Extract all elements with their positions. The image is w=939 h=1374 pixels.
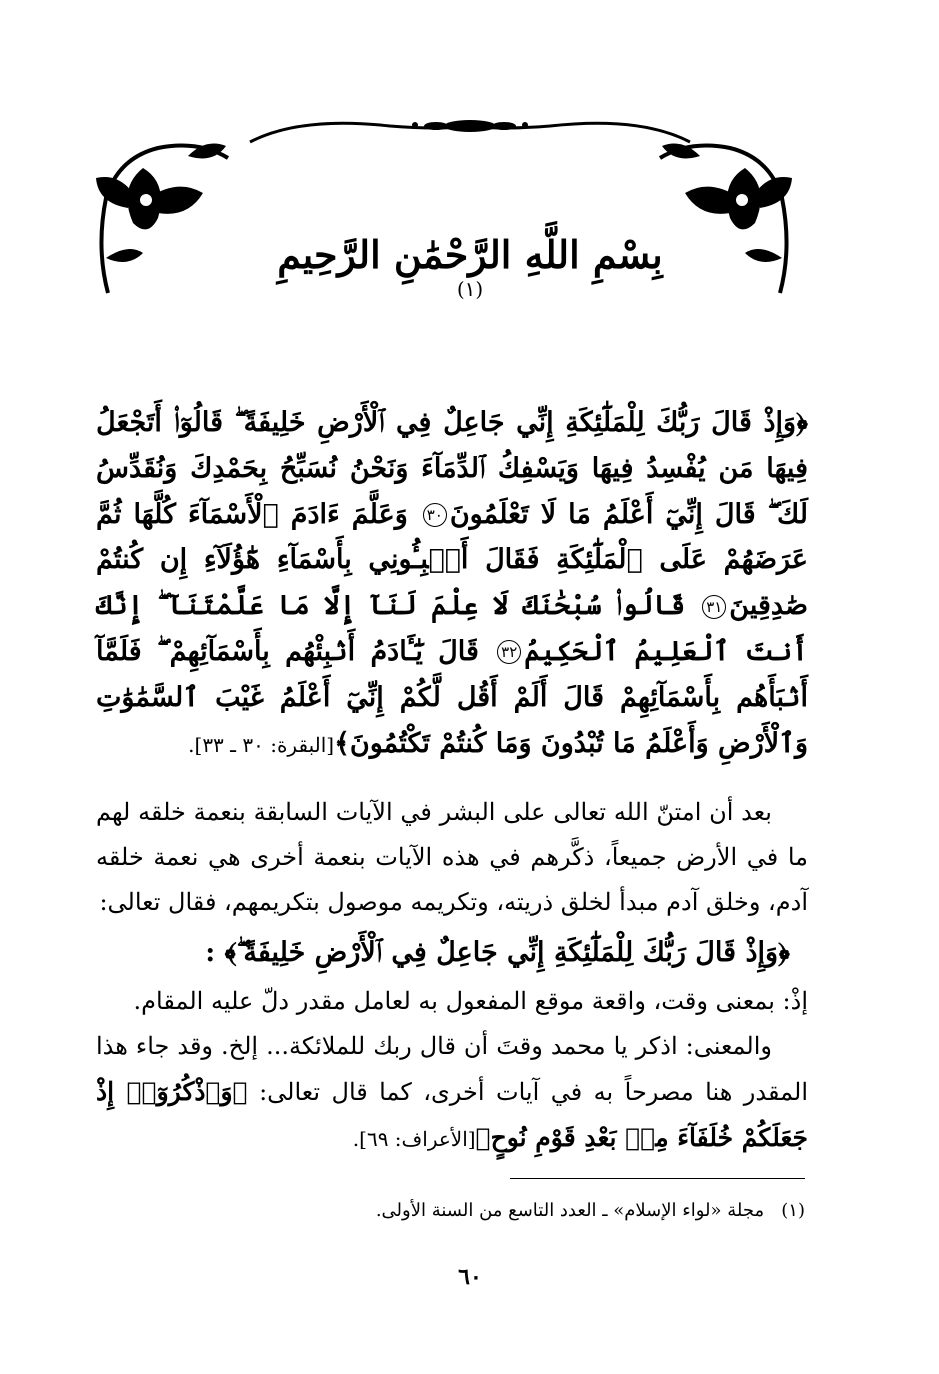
ayah-number-32: ٣٢ <box>497 640 521 664</box>
ayah-number-31: ٣١ <box>702 595 726 619</box>
verse-heading-text: وَإِذْ قَالَ رَبُّكَ لِلْمَلَٰٓئِكَةِ إِنِّي جَاعِلٌ فِي ٱلْأَرْضِ خَلِيفَةً ۖ <box>236 937 779 969</box>
paragraph-idh: إذْ: بمعنى وقت، واقعة موقع المفعول به لعامل مقدر دلّ عليه المقام. <box>133 987 808 1016</box>
quran-passage <box>96 400 808 768</box>
main-text <box>96 400 808 1162</box>
quran-close-bracket: ﴾ <box>334 727 350 759</box>
inline-open-bracket: ﴿ <box>232 1077 248 1107</box>
paragraph-meaning <box>96 1024 808 1162</box>
basmala-text: بِسْمِ اللَّهِ الرَّحْمَٰنِ الرَّحِيمِ <box>277 232 663 277</box>
footnote-text: مجلة «لواء الإسلام» ـ العدد التاسع من السنة الأولى. <box>375 1200 765 1221</box>
basmala-footnote-marker: (١) <box>456 277 484 301</box>
footnote <box>300 1200 805 1221</box>
footnote-marker: (١) <box>781 1200 805 1221</box>
verse-heading-colon: : <box>205 937 216 969</box>
inline-reference: [الأعراف: ٦٩]. <box>352 1127 476 1152</box>
inline-close-bracket: ﴾ <box>475 1123 491 1153</box>
verse-close-bracket: ﴾ <box>224 937 237 969</box>
header-ornament-icon <box>240 108 700 148</box>
inline-quran-text: وَٱذْكُرُوٓا۟ إِذْ جَعَلَكُمْ خُلَفَآءَ مِنۢ بَعْدِ قَوْمِ نُوحٍ <box>96 1077 808 1153</box>
quran-verse-31: وَعَلَّمَ ءَادَمَ ٱلْأَسْمَآءَ كُلَّهَا ثُمَّ عَرَضَهُمْ عَلَى ٱلْمَلَٰٓئِكَةِ فَقَالَ أَنۢبِـُٔونِي بِأَسْمَآءِ هَٰٓؤُلَآءِ إِن كُنتُمْ صَٰدِقِينَ <box>96 498 809 622</box>
quran-verse-30: وَإِذْ قَالَ رَبُّكَ لِلْمَلَٰٓئِكَةِ إِنِّي جَاعِلٌ فِي ٱلْأَرْضِ خَلِيفَةً ۖ قَالُوٓا۟ أَتَجْعَلُ فِيهَا مَن يُفْسِدُ فِيهَا وَيَسْفِكُ ٱلدِّمَآءَ وَنَحْنُ نُسَبِّحُ بِحَمْدِكَ وَنُقَدِّسُ لَكَ ۖ قَالَ إِنِّيٓ أَعْلَمُ مَا لَا تَعْلَمُونَ <box>96 407 809 530</box>
floral-corner-right-icon <box>650 128 800 298</box>
verse-open-bracket: ﴿ <box>778 937 790 969</box>
basmala-heading <box>270 232 670 323</box>
quran-reference: [البقرة: ٣٠ ـ ٣٣]. <box>188 732 335 757</box>
page-number: ٦٠ <box>458 1264 482 1290</box>
paragraph-meaning-text: والمعنى: اذكر يا محمد وقتَ أن قال ربك للملائكة... إلخ. وقد جاء هذا المقدر هنا مصرحاً به في آيات أخرى، كما قال تعالى: <box>96 1032 808 1107</box>
verse-heading <box>96 929 808 977</box>
quran-verse-33: قَالَ يَٰٓـَٔادَمُ أَنۢبِئْهُم بِأَسْمَآئِهِمْ ۖ فَلَمَّآ أَنۢبَأَهُم بِأَسْمَآئِهِمْ قَالَ أَلَمْ أَقُل لَّكُمْ إِنِّيٓ أَعْلَمُ غَيْبَ ٱلسَّمَٰوَٰتِ وَٱلْأَرْضِ وَأَعْلَمُ مَا تُبْدُونَ وَمَا كُنتُمْ تَكْتُمُونَ <box>96 635 808 759</box>
floral-corner-left-icon <box>88 128 238 298</box>
footnote-divider <box>510 1178 805 1179</box>
paragraph-intro: بعد أن امتنّ الله تعالى على البشر في الآيات السابقة بنعمة خلقه لهم ما في الأرض جميعاً، ذكَّرهم في هذه الآيات بنعمة أخرى هي نعمة خلقه آدم، وخلق آدم مبدأ لخلق ذريته، وتكريمه موصول بتكريمهم، فقال تعالى: <box>96 798 808 917</box>
ayah-number-30: ٣٠ <box>423 503 447 527</box>
quran-open-bracket: ﴿ <box>796 407 808 438</box>
quran-verse-32: قَالُوا۟ سُبْحَٰنَكَ لَا عِلْمَ لَنَآ إِلَّا مَا عَلَّمْتَنَآ ۖ إِنَّكَ أَنتَ ٱلْعَلِيمُ ٱلْحَكِيمُ <box>96 590 808 667</box>
